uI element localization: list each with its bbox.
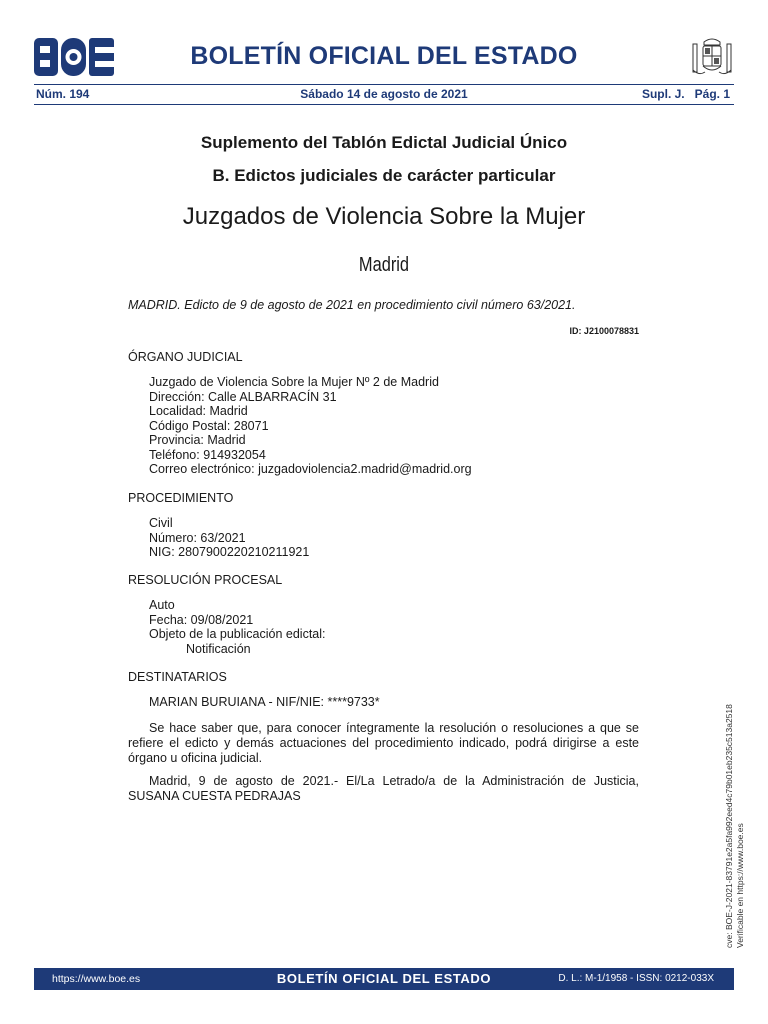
footer-legal: D. L.: M-1/1958 - ISSN: 0212-033X xyxy=(558,973,714,984)
signature-paragraph: Madrid, 9 de agosto de 2021.- El/La Letrado/a de la Administración de Justicia, SUSANA CUESTA PEDRAJAS xyxy=(128,774,639,803)
city-title: Madrid xyxy=(358,254,410,276)
coat-of-arms-icon xyxy=(690,34,734,80)
resolucion-line: Objeto de la publicación edictal: xyxy=(149,627,326,641)
organo-line: Juzgado de Violencia Sobre la Mujer Nº 2 de Madrid xyxy=(149,375,439,389)
supplement-title: Suplemento del Tablón Edictal Judicial Único xyxy=(200,133,568,152)
organo-line: Provincia: Madrid xyxy=(149,433,246,447)
header-divider xyxy=(34,84,734,85)
procedimiento-line: Número: 63/2021 xyxy=(149,530,246,545)
procedimiento-line: NIG: 2807900220210211921 xyxy=(149,545,310,559)
organo-line: Dirección: Calle ALBARRACÍN 31 xyxy=(149,389,337,404)
recipient: MARIAN BURUIANA - NIF/NIE: ****9733* xyxy=(149,695,380,709)
section-title: B. Edictos judiciales de carácter particular xyxy=(212,166,556,185)
resolucion-heading: RESOLUCIÓN PROCESAL xyxy=(128,573,283,587)
cve-code: cve: BOE-J-2021-83791e2a5fa992eed4c79b01eb235c513a2518 xyxy=(724,704,734,948)
verification-text xyxy=(724,688,746,948)
organo-heading: ÓRGANO JUDICIAL xyxy=(128,350,243,364)
organo-line: Localidad: Madrid xyxy=(149,404,248,418)
supplement-page: Supl. J. Pág. 1 xyxy=(641,87,730,101)
court-title: Juzgados de Violencia Sobre la Mujer xyxy=(182,203,586,230)
issue-date: Sábado 14 de agosto de 2021 xyxy=(300,87,468,101)
verify-url: Verificable en https://www.boe.es xyxy=(735,823,745,948)
edict-summary: MADRID. Edicto de 9 de agosto de 2021 en procedimiento civil número 63/2021. xyxy=(128,298,576,312)
resolucion-line: Auto xyxy=(149,598,175,612)
resolucion-indented: Notificación xyxy=(186,641,251,656)
organo-line: Teléfono: 914932054 xyxy=(149,447,266,462)
meta-divider xyxy=(34,104,734,105)
document-id: ID: J2100078831 xyxy=(569,326,639,336)
footer-bar xyxy=(34,968,734,990)
footer-title: BOLETÍN OFICIAL DEL ESTADO xyxy=(276,971,492,986)
footer-url[interactable]: https://www.boe.es xyxy=(52,973,141,985)
resolucion-line: Fecha: 09/08/2021 xyxy=(149,612,254,627)
procedimiento-heading: PROCEDIMIENTO xyxy=(128,491,234,505)
notice-paragraph: Se hace saber que, para conocer íntegramente la resolución o resoluciones a que se refiere el edicto y demás actuaciones del procedimiento indicado, podrá dirigirse a este órgano u oficina judicial. xyxy=(128,721,639,765)
destinatarios-heading: DESTINATARIOS xyxy=(128,670,227,684)
procedimiento-line: Civil xyxy=(149,516,173,530)
organo-line: Código Postal: 28071 xyxy=(149,418,269,433)
header-title: BOLETÍN OFICIAL DEL ESTADO xyxy=(190,42,578,70)
organo-email: Correo electrónico: juzgadoviolencia2.madrid@madrid.org xyxy=(149,462,472,476)
issue-number: Núm. 194 xyxy=(36,87,90,101)
